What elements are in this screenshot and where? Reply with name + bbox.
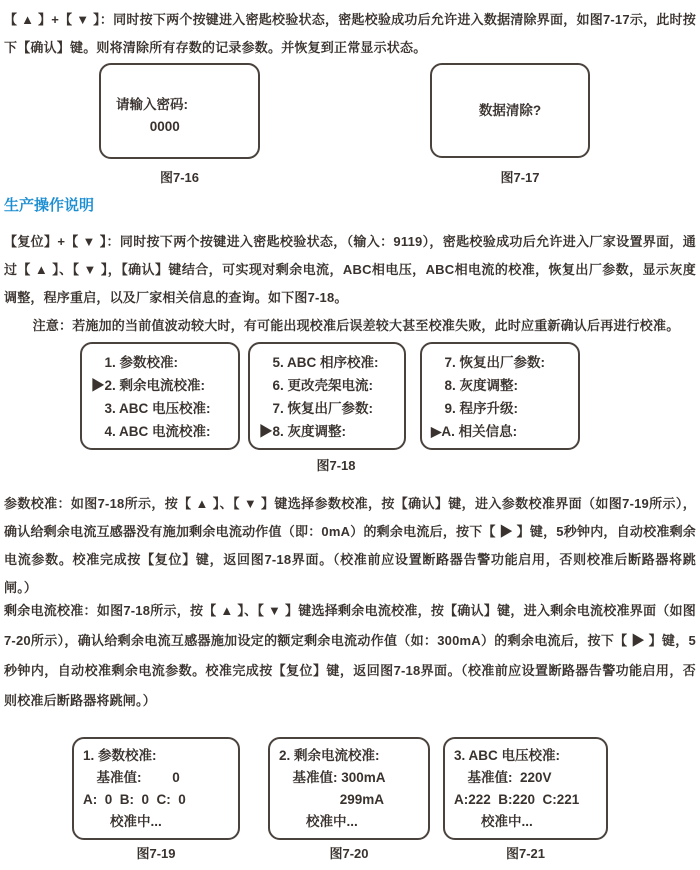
section-heading: 生产操作说明 (4, 197, 95, 214)
lcd-line: 1. 参数校准: (83, 748, 157, 763)
lcd-menu-screen-1 (80, 342, 240, 450)
lcd-line: 基准值: 0 (83, 770, 180, 785)
note-text: 注意：若施加的当前值波动较大时，有可能出现校准后误差较大甚至校准失败，此时应重新确认后再进行校准。 (32, 318, 680, 333)
lcd-line: A:222 B:220 C:221 (454, 792, 580, 807)
menu-item-selected: ▶2. 剩余电流校准: (91, 378, 206, 393)
menu-item: 4. ABC 电流校准: (91, 424, 211, 439)
lcd-line: 请输入密码: (116, 97, 188, 112)
figure-caption-7-18: 图7-18 (316, 458, 356, 473)
menu-item: 7. 恢复出厂参数: (259, 401, 374, 416)
paragraph-factory-settings (4, 228, 696, 340)
menu-item: 3. ABC 电压校准: (91, 401, 211, 416)
paragraph-parameter-calibration (4, 490, 696, 602)
lcd-screen-password (99, 63, 260, 159)
lcd-screen-residual-calibration (268, 737, 430, 840)
paragraph-text: 剩余电流校准：如图7-18所示，按【 ▲ 】、【 ▼ 】键选择剩余电流校准，按【确认】键，进入剩余电流校准界面（如图7-20所示），确认给剩余电流互感器施加设定的额定剩余电流动作值（如：300mA）的剩余电流后，按下【 ▶ 】键，5秒钟内，自动校准剩余电流参数。校准完成按【复位】键，返回图7-18界面。（校准前应设置断路器告警功能启用，否则校准后断路器将跳闸。） (4, 603, 696, 708)
menu-item: 1. 参数校准: (91, 355, 179, 370)
lcd-line: 299mA (279, 792, 385, 807)
menu-item: 6. 更改壳架电流: (259, 378, 374, 393)
paragraph-text: 【复位】+【 ▼ 】：同时按下两个按键进入密匙校验状态，（输入：9119），密匙校验成功后允许进入厂家设置界面，通过【 ▲ 】、【 ▼ 】，【确认】键结合，可实现对剩余电流，ABC相电压，ABC相电流的校准，恢复出厂参数，显示灰度调整，程序重启，以及厂家相关信息的查询。如下图7-18。 (4, 234, 696, 305)
paragraph-text: 【 ▲ 】+【 ▼ 】：同时按下两个按键进入密匙校验状态，密匙校验成功后允许进入数据清除界面，如图7-17示，此时按下【确认】键。则将清除所有存数的记录参数。并恢复到正常显示状态。 (4, 12, 696, 55)
lcd-line: 3. ABC 电压校准: (454, 748, 561, 763)
lcd-menu-screen-3 (420, 342, 580, 450)
menu-item: 5. ABC 相序校准: (259, 355, 379, 370)
lcd-line: 2. 剩余电流校准: (279, 748, 380, 763)
lcd-line: 校准中... (83, 814, 162, 829)
figure-caption-7-19: 图7-19 (136, 846, 176, 861)
lcd-line: 0000 (116, 119, 180, 134)
figure-caption-7-16: 图7-16 (159, 170, 200, 185)
lcd-screen-data-clear (430, 63, 590, 158)
menu-item: 8. 灰度调整: (431, 378, 519, 393)
paragraph-text: 参数校准：如图7-18所示，按【 ▲ 】、【 ▼ 】键选择参数校准，按【确认】键，进入参数校准界面（如图7-19所示），确认给剩余电流互感器没有施加剩余电流动作值（即：0mA）的剩余电流后，按下【 ▶ 】键，5秒钟内，自动校准剩余电流参数。校准完成按【复位】键，返回图7-18界面。（校准前应设置断路器告警功能启用，否则校准后断路器将跳闸。） (4, 496, 696, 595)
lcd-line: 校准中... (279, 814, 358, 829)
figure-caption-7-21: 图7-21 (505, 846, 546, 861)
menu-item-selected: ▶A. 相关信息: (431, 424, 518, 439)
lcd-line: 基准值: 300mA (279, 770, 386, 785)
lcd-line: 基准值: 220V (454, 770, 552, 785)
lcd-screen-param-calibration (72, 737, 240, 840)
lcd-line: A: 0 B: 0 C: 0 (83, 792, 186, 807)
menu-item-selected: ▶8. 灰度调整: (259, 424, 347, 439)
menu-item: 7. 恢复出厂参数: (431, 355, 546, 370)
lcd-line: 校准中... (454, 814, 533, 829)
menu-item: 9. 程序升级: (431, 401, 519, 416)
lcd-line: 数据清除? (478, 102, 542, 118)
paragraph-residual-current-calibration (4, 596, 696, 716)
lcd-menu-screen-2 (248, 342, 406, 450)
lcd-screen-voltage-calibration (443, 737, 608, 840)
paragraph-data-clear (4, 6, 696, 62)
figure-caption-7-17: 图7-17 (500, 170, 540, 185)
figure-caption-7-20: 图7-20 (329, 846, 369, 861)
